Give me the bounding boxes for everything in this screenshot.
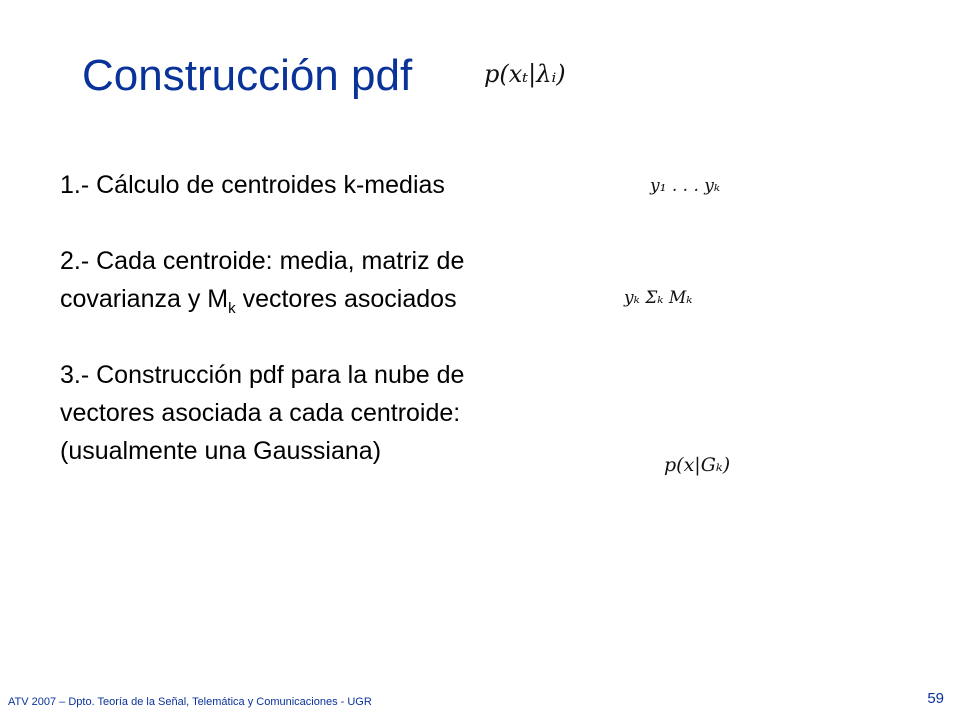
step-1-formula: y₁ . . . yₖ (650, 176, 721, 196)
step-2-subscript: k (228, 300, 236, 317)
step-2-text-start: 2.- Cada centroide: media, matriz de covarianza y M (60, 247, 465, 313)
slide-title: Construcción pdf (82, 51, 413, 100)
step-3-formula: p(x|Gₖ) (664, 454, 731, 476)
step-2-text-end: vectores asociados (235, 285, 457, 313)
step-2-formula: yₖ Σₖ Mₖ (624, 288, 693, 308)
step-item-3: 3.- Construcción pdf para la nube de vectores asociada a cada centroide: (usualmente una Gaussiana) (60, 361, 465, 465)
steps-list (60, 166, 550, 470)
step-item-1: 1.- Cálculo de centroides k-medias (60, 171, 445, 199)
footer-text: ATV 2007 – Dpto. Teoría de la Señal, Telemática y Comunicaciones - UGR (8, 696, 372, 708)
step-item-2 (60, 242, 550, 318)
title-formula: p(xₜ|λᵢ) (484, 60, 566, 88)
page-number: 59 (927, 690, 944, 707)
